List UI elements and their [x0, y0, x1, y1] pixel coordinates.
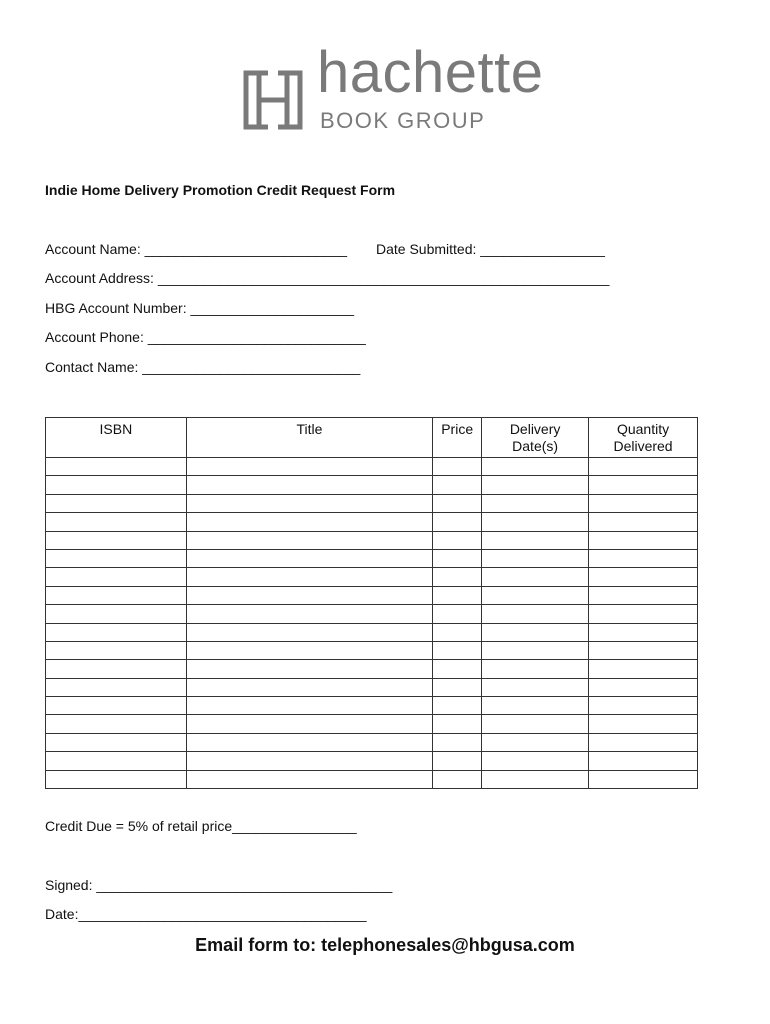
brand-subtitle: BOOK GROUP: [320, 108, 486, 133]
table-cell[interactable]: [433, 733, 482, 751]
hachette-logo: [242, 40, 544, 138]
table-cell[interactable]: [46, 568, 187, 586]
table-cell[interactable]: [589, 586, 698, 604]
contact-name-field[interactable]: Contact Name: ____________________________: [45, 359, 361, 375]
table-cell[interactable]: [482, 660, 589, 678]
date-field[interactable]: Date:_____________________________________: [45, 906, 367, 922]
table-cell[interactable]: [186, 733, 432, 751]
table-row: [46, 678, 698, 696]
form-title: Indie Home Delivery Promotion Credit Request Form: [45, 182, 396, 198]
table-cell[interactable]: [482, 697, 589, 715]
table-cell[interactable]: [186, 531, 432, 549]
table-cell[interactable]: [589, 623, 698, 641]
table-row: [46, 623, 698, 641]
table-cell[interactable]: [186, 549, 432, 567]
table-cell[interactable]: [433, 586, 482, 604]
table-row: [46, 770, 698, 788]
table-cell[interactable]: [186, 715, 432, 733]
account-address-field[interactable]: Account Address: __________________________________________________________: [45, 270, 610, 286]
table-cell[interactable]: [186, 678, 432, 696]
table-cell[interactable]: [589, 513, 698, 531]
table-row: [46, 494, 698, 512]
table-cell[interactable]: [482, 476, 589, 494]
table-row: [46, 641, 698, 659]
table-cell[interactable]: [433, 623, 482, 641]
table-cell[interactable]: [589, 715, 698, 733]
table-cell[interactable]: [589, 752, 698, 770]
table-cell[interactable]: [433, 458, 482, 476]
table-cell[interactable]: [186, 458, 432, 476]
table-row: [46, 752, 698, 770]
table-cell[interactable]: [46, 623, 187, 641]
table-cell[interactable]: [482, 641, 589, 659]
table-row: [46, 513, 698, 531]
email-text: Email form to: telephonesales@hbgusa.com: [195, 935, 575, 955]
column-header-title: Title: [186, 418, 432, 458]
table-cell[interactable]: [46, 752, 187, 770]
date-submitted-field[interactable]: Date Submitted: ________________: [376, 241, 605, 257]
column-header-price: Price: [433, 418, 482, 458]
table-cell[interactable]: [589, 660, 698, 678]
table-row: [46, 586, 698, 604]
table-cell[interactable]: [589, 531, 698, 549]
email-instruction: [0, 935, 770, 956]
table-cell[interactable]: [589, 605, 698, 623]
table-body: [46, 458, 698, 789]
table-row: [46, 568, 698, 586]
table-cell[interactable]: [433, 715, 482, 733]
table-cell[interactable]: [186, 770, 432, 788]
table-row: [46, 549, 698, 567]
table-cell[interactable]: [482, 678, 589, 696]
table-cell[interactable]: [482, 458, 589, 476]
table-cell[interactable]: [433, 513, 482, 531]
table-cell[interactable]: [589, 641, 698, 659]
table-cell[interactable]: [589, 494, 698, 512]
table-cell[interactable]: [589, 733, 698, 751]
table-row: [46, 531, 698, 549]
table-cell[interactable]: [186, 568, 432, 586]
table-cell[interactable]: [433, 494, 482, 512]
table-cell[interactable]: [589, 458, 698, 476]
table-cell[interactable]: [589, 678, 698, 696]
table-cell[interactable]: [482, 623, 589, 641]
table-cell[interactable]: [433, 752, 482, 770]
account-phone-field[interactable]: Account Phone: ____________________________: [45, 329, 366, 345]
column-header-delivery-dates: [482, 418, 589, 458]
table-cell[interactable]: [433, 605, 482, 623]
table-cell[interactable]: [46, 513, 187, 531]
header-quantity-text: Quantity Delivered: [613, 421, 673, 454]
table-cell[interactable]: [186, 660, 432, 678]
table-cell[interactable]: [589, 476, 698, 494]
table-cell[interactable]: [589, 770, 698, 788]
table-cell[interactable]: [46, 586, 187, 604]
table-cell[interactable]: [46, 770, 187, 788]
table-cell[interactable]: [482, 770, 589, 788]
table-cell[interactable]: [433, 476, 482, 494]
table-row: [46, 715, 698, 733]
table-row: [46, 697, 698, 715]
table-cell[interactable]: [186, 605, 432, 623]
table-cell[interactable]: [186, 697, 432, 715]
table-row: [46, 660, 698, 678]
table-cell[interactable]: [433, 660, 482, 678]
signed-field[interactable]: Signed: ______________________________________: [45, 877, 393, 893]
table-cell[interactable]: [46, 697, 187, 715]
table-cell[interactable]: [46, 733, 187, 751]
table-cell[interactable]: [589, 549, 698, 567]
table-cell[interactable]: [482, 494, 589, 512]
table-row: [46, 605, 698, 623]
table-cell[interactable]: [433, 531, 482, 549]
header-delivery-text: Delivery Date(s): [509, 421, 561, 454]
delivery-items-table: [45, 417, 698, 789]
table-cell[interactable]: [46, 715, 187, 733]
table-cell[interactable]: [186, 586, 432, 604]
table-cell[interactable]: [433, 678, 482, 696]
table-cell[interactable]: [482, 568, 589, 586]
table-cell[interactable]: [186, 623, 432, 641]
table-cell[interactable]: [433, 770, 482, 788]
table-cell[interactable]: [186, 641, 432, 659]
table-row: [46, 476, 698, 494]
table-cell[interactable]: [46, 660, 187, 678]
hachette-h-logo-icon: [242, 69, 304, 131]
table-cell[interactable]: [46, 605, 187, 623]
table-cell[interactable]: [482, 549, 589, 567]
table-cell[interactable]: [46, 494, 187, 512]
table-cell[interactable]: [46, 641, 187, 659]
table-cell[interactable]: [482, 586, 589, 604]
table-cell[interactable]: [46, 549, 187, 567]
table-cell[interactable]: [46, 531, 187, 549]
table-cell[interactable]: [482, 513, 589, 531]
table-cell[interactable]: [46, 476, 187, 494]
table-cell[interactable]: [186, 494, 432, 512]
table-cell[interactable]: [186, 752, 432, 770]
account-name-field[interactable]: Account Name: __________________________: [45, 241, 348, 257]
brand-name: hachette: [317, 40, 544, 105]
table-cell[interactable]: [46, 678, 187, 696]
table-cell[interactable]: [186, 476, 432, 494]
table-cell[interactable]: [482, 605, 589, 623]
table-cell[interactable]: [589, 697, 698, 715]
table-cell[interactable]: [433, 549, 482, 567]
column-header-quantity-delivered: [589, 418, 698, 458]
table-header-row: [46, 418, 698, 458]
table-cell[interactable]: [482, 733, 589, 751]
table-cell[interactable]: [433, 568, 482, 586]
table-cell[interactable]: [589, 568, 698, 586]
table-row: [46, 458, 698, 476]
hbg-account-number-field[interactable]: HBG Account Number: _____________________: [45, 300, 355, 316]
credit-due-field[interactable]: Credit Due = 5% of retail price________________: [45, 818, 357, 834]
table-cell[interactable]: [46, 458, 187, 476]
table-cell[interactable]: [482, 715, 589, 733]
table-cell[interactable]: [482, 752, 589, 770]
column-header-isbn: ISBN: [46, 418, 187, 458]
table-cell[interactable]: [433, 641, 482, 659]
table-cell[interactable]: [482, 531, 589, 549]
table-cell[interactable]: [186, 513, 432, 531]
table-cell[interactable]: [433, 697, 482, 715]
table-row: [46, 733, 698, 751]
